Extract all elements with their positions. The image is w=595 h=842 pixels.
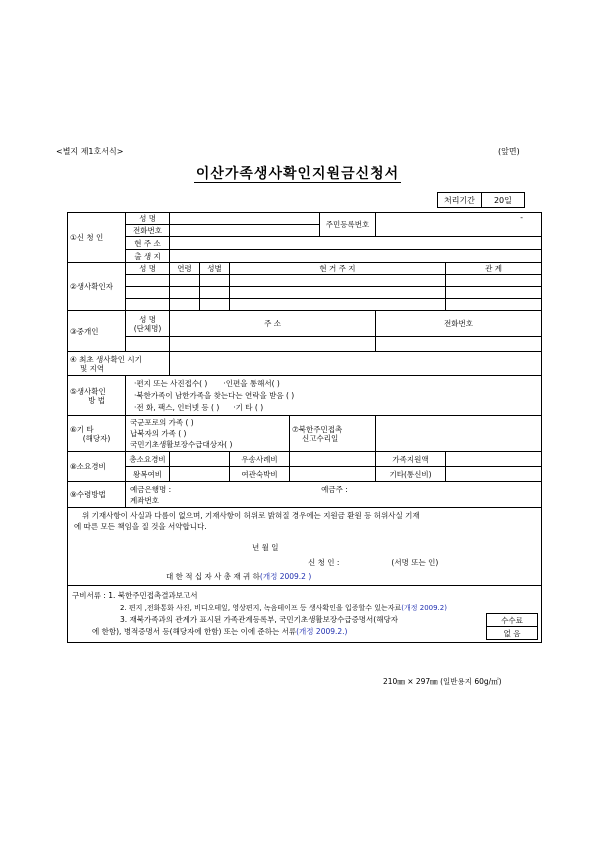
- pledge-applicant-label: 신 청 인 :: [308, 558, 340, 567]
- paper-size-note: 210㎜ × 297㎜ (일반용지 60g/㎡): [383, 677, 502, 686]
- method-option-other[interactable]: ·기 타 ( ): [233, 402, 264, 412]
- first-confirm-field[interactable]: [170, 352, 542, 376]
- confirmed-age-header: 연령: [170, 263, 200, 275]
- applicant-phone-label: 전화번호: [126, 225, 170, 237]
- applicant-birthplace-label: 출 생 지: [126, 250, 170, 263]
- applicant-birthplace-field[interactable]: [170, 250, 542, 263]
- document-3: 3. 재북가족과의 관계가 표시된 가족관계등록부, 국민기초생활보장수급증명서(해당자: [120, 615, 398, 624]
- applicant-phone-field[interactable]: [170, 225, 320, 237]
- pledge-text-2: 에 따른 모든 책임을 질 것을 서약합니다.: [74, 522, 207, 531]
- cost-total-label: 총소요경비: [126, 452, 170, 467]
- method-option-letter[interactable]: ·편지 또는 사진접수( ): [134, 378, 208, 388]
- applicant-address-label: 현 주 소: [126, 237, 170, 250]
- intermediary-name-label: 성 명 (단체명): [126, 311, 170, 337]
- document-1: 1. 북한주민접촉결과보고서: [108, 591, 198, 600]
- first-confirm-section: ④ 최초 생사확인 시기 및 지역: [68, 352, 170, 376]
- applicant-name-label: 성 명: [126, 213, 170, 225]
- pledge-date[interactable]: 년 월 일: [252, 543, 279, 552]
- confirmed-age-cell[interactable]: [170, 299, 200, 311]
- cost-family-field[interactable]: [446, 452, 542, 467]
- confirmed-name-cell[interactable]: [126, 275, 170, 287]
- holder-label: 예금주 :: [321, 484, 348, 494]
- confirmed-age-cell[interactable]: [170, 287, 200, 299]
- processing-period-box: [437, 192, 525, 208]
- documents-block: 구비서류 : 1. 북한주민접촉결과보고서 2. 편지 ,전화통화 사진, 비디오테잎, 영상편지, 녹음테이프 등 생사확인을 입증할수 있는자료(개정 2009.2) 3. 재북가족과의 관계가 표시된 가족관계등록부, 국민기초생활보장수급증명서(해당자 에 한함), 병적증명서 등(해당자에 한함) 또는 이에 준하는 서류(개정 2009.2.): [68, 586, 542, 643]
- fee-value: 없 음: [487, 627, 538, 640]
- ssn-dash: -: [520, 213, 523, 222]
- cost-transfer-label: 우송사례비: [230, 452, 290, 467]
- confirmed-sex-header: 성별: [200, 263, 230, 275]
- method-option-phone[interactable]: ·전 화, 팩스, 인터넷 등 ( ): [134, 402, 220, 412]
- other-abductee-family[interactable]: 납북자의 가족 ( ): [130, 429, 187, 438]
- processing-value: 20일: [481, 193, 524, 208]
- cost-family-label: 가족지원액: [376, 452, 446, 467]
- page-side-label: (앞면): [498, 147, 520, 156]
- intermediary-phone-header: 전화번호: [376, 311, 542, 337]
- application-form-table: [67, 212, 542, 643]
- intermediary-name-field[interactable]: [126, 337, 170, 352]
- fee-label: 수수료: [487, 614, 538, 627]
- other-items: [126, 416, 290, 452]
- bank-label: 예금은행명 :: [130, 484, 172, 494]
- cost-etc-label: 기타(통신비): [376, 467, 446, 482]
- method-section: ⑤생사확인 방 법: [68, 376, 126, 416]
- cost-lodging-label: 여관숙박비: [230, 467, 290, 482]
- pledge-block: [68, 508, 542, 586]
- cost-section: ⑧소요경비: [68, 452, 126, 482]
- cost-travel-label: 왕복여비: [126, 467, 170, 482]
- page-title: 이산가족생사확인지원금신청서: [195, 166, 400, 182]
- confirmed-relation-cell[interactable]: [446, 287, 542, 299]
- cost-transfer-field[interactable]: [290, 452, 376, 467]
- confirmed-name-cell[interactable]: [126, 299, 170, 311]
- ssn-label: 주민등록번호: [320, 213, 376, 237]
- pledge-text-1: 위 기재사항이 사실과 다름이 없으며, 기재사항이 허위로 밝혀질 경우에는 지원금 환원 등 허위사실 기재: [82, 511, 420, 520]
- cost-lodging-field[interactable]: [290, 467, 376, 482]
- confirmed-age-cell[interactable]: [170, 275, 200, 287]
- intermediary-address-header: 주 소: [170, 311, 376, 337]
- pledge-revision: (개정 2009.2 ): [259, 572, 312, 581]
- intermediary-section: ③중개인: [68, 311, 126, 352]
- applicant-name-field[interactable]: [170, 213, 320, 225]
- pledge-sign[interactable]: (서명 또는 인): [391, 558, 439, 567]
- document-2: 2. 편지 ,전화통화 사진, 비디오테잎, 영상편지, 녹음테이프 등 생사확인을 입증할수 있는자료: [120, 604, 402, 612]
- fee-box: [486, 613, 538, 640]
- processing-label: 처리기간: [438, 193, 482, 208]
- applicant-address-field[interactable]: [170, 237, 542, 250]
- other-welfare-recipient[interactable]: 국민기초생활보장수급대상자( ): [130, 440, 233, 449]
- intermediary-address-field[interactable]: [170, 337, 376, 352]
- confirmed-address-cell[interactable]: [230, 299, 446, 311]
- confirmed-address-cell[interactable]: [230, 275, 446, 287]
- confirmed-sex-cell[interactable]: [200, 287, 230, 299]
- account-number-label: 계좌번호: [130, 495, 159, 505]
- report-date-field[interactable]: [376, 416, 542, 452]
- method-option-contact[interactable]: ·북한가족이 남한가족을 찾는다는 연락을 받음 ( ): [134, 390, 295, 400]
- confirmed-sex-cell[interactable]: [200, 299, 230, 311]
- pledge-recipient: 대 한 적 십 자 사 총 재 귀 하: [166, 572, 260, 581]
- cost-etc-field[interactable]: [446, 467, 542, 482]
- confirmed-address-header: 현 거 주 지: [230, 263, 446, 275]
- confirmed-relation-header: 관 계: [446, 263, 542, 275]
- documents-label: 구비서류 :: [72, 591, 106, 600]
- form-number: <별지 제1호서식>: [56, 147, 124, 156]
- method-options: [126, 376, 542, 416]
- confirmed-sex-cell[interactable]: [200, 275, 230, 287]
- account-field[interactable]: [126, 482, 542, 508]
- confirmed-section: ②생사확인자: [68, 263, 126, 311]
- confirmed-relation-cell[interactable]: [446, 299, 542, 311]
- cost-travel-field[interactable]: [170, 467, 230, 482]
- intermediary-phone-field[interactable]: [376, 337, 542, 352]
- cost-total-field[interactable]: [170, 452, 230, 467]
- confirmed-name-cell[interactable]: [126, 287, 170, 299]
- ssn-field[interactable]: [376, 213, 542, 237]
- other-pow-family[interactable]: 국군포로의 가족 ( ): [130, 418, 194, 427]
- other-section: ⑥기 타 (해당자): [68, 416, 126, 452]
- account-section: ⑨수령방법: [68, 482, 126, 508]
- confirmed-relation-cell[interactable]: [446, 275, 542, 287]
- method-option-person[interactable]: ·인편을 통해서( ): [223, 378, 280, 388]
- applicant-section: ①신 청 인: [68, 213, 126, 263]
- report-date-label: ⑦북한주민접촉 신고수리일: [290, 416, 376, 452]
- confirmed-name-header: 성 명: [126, 263, 170, 275]
- confirmed-address-cell[interactable]: [230, 287, 446, 299]
